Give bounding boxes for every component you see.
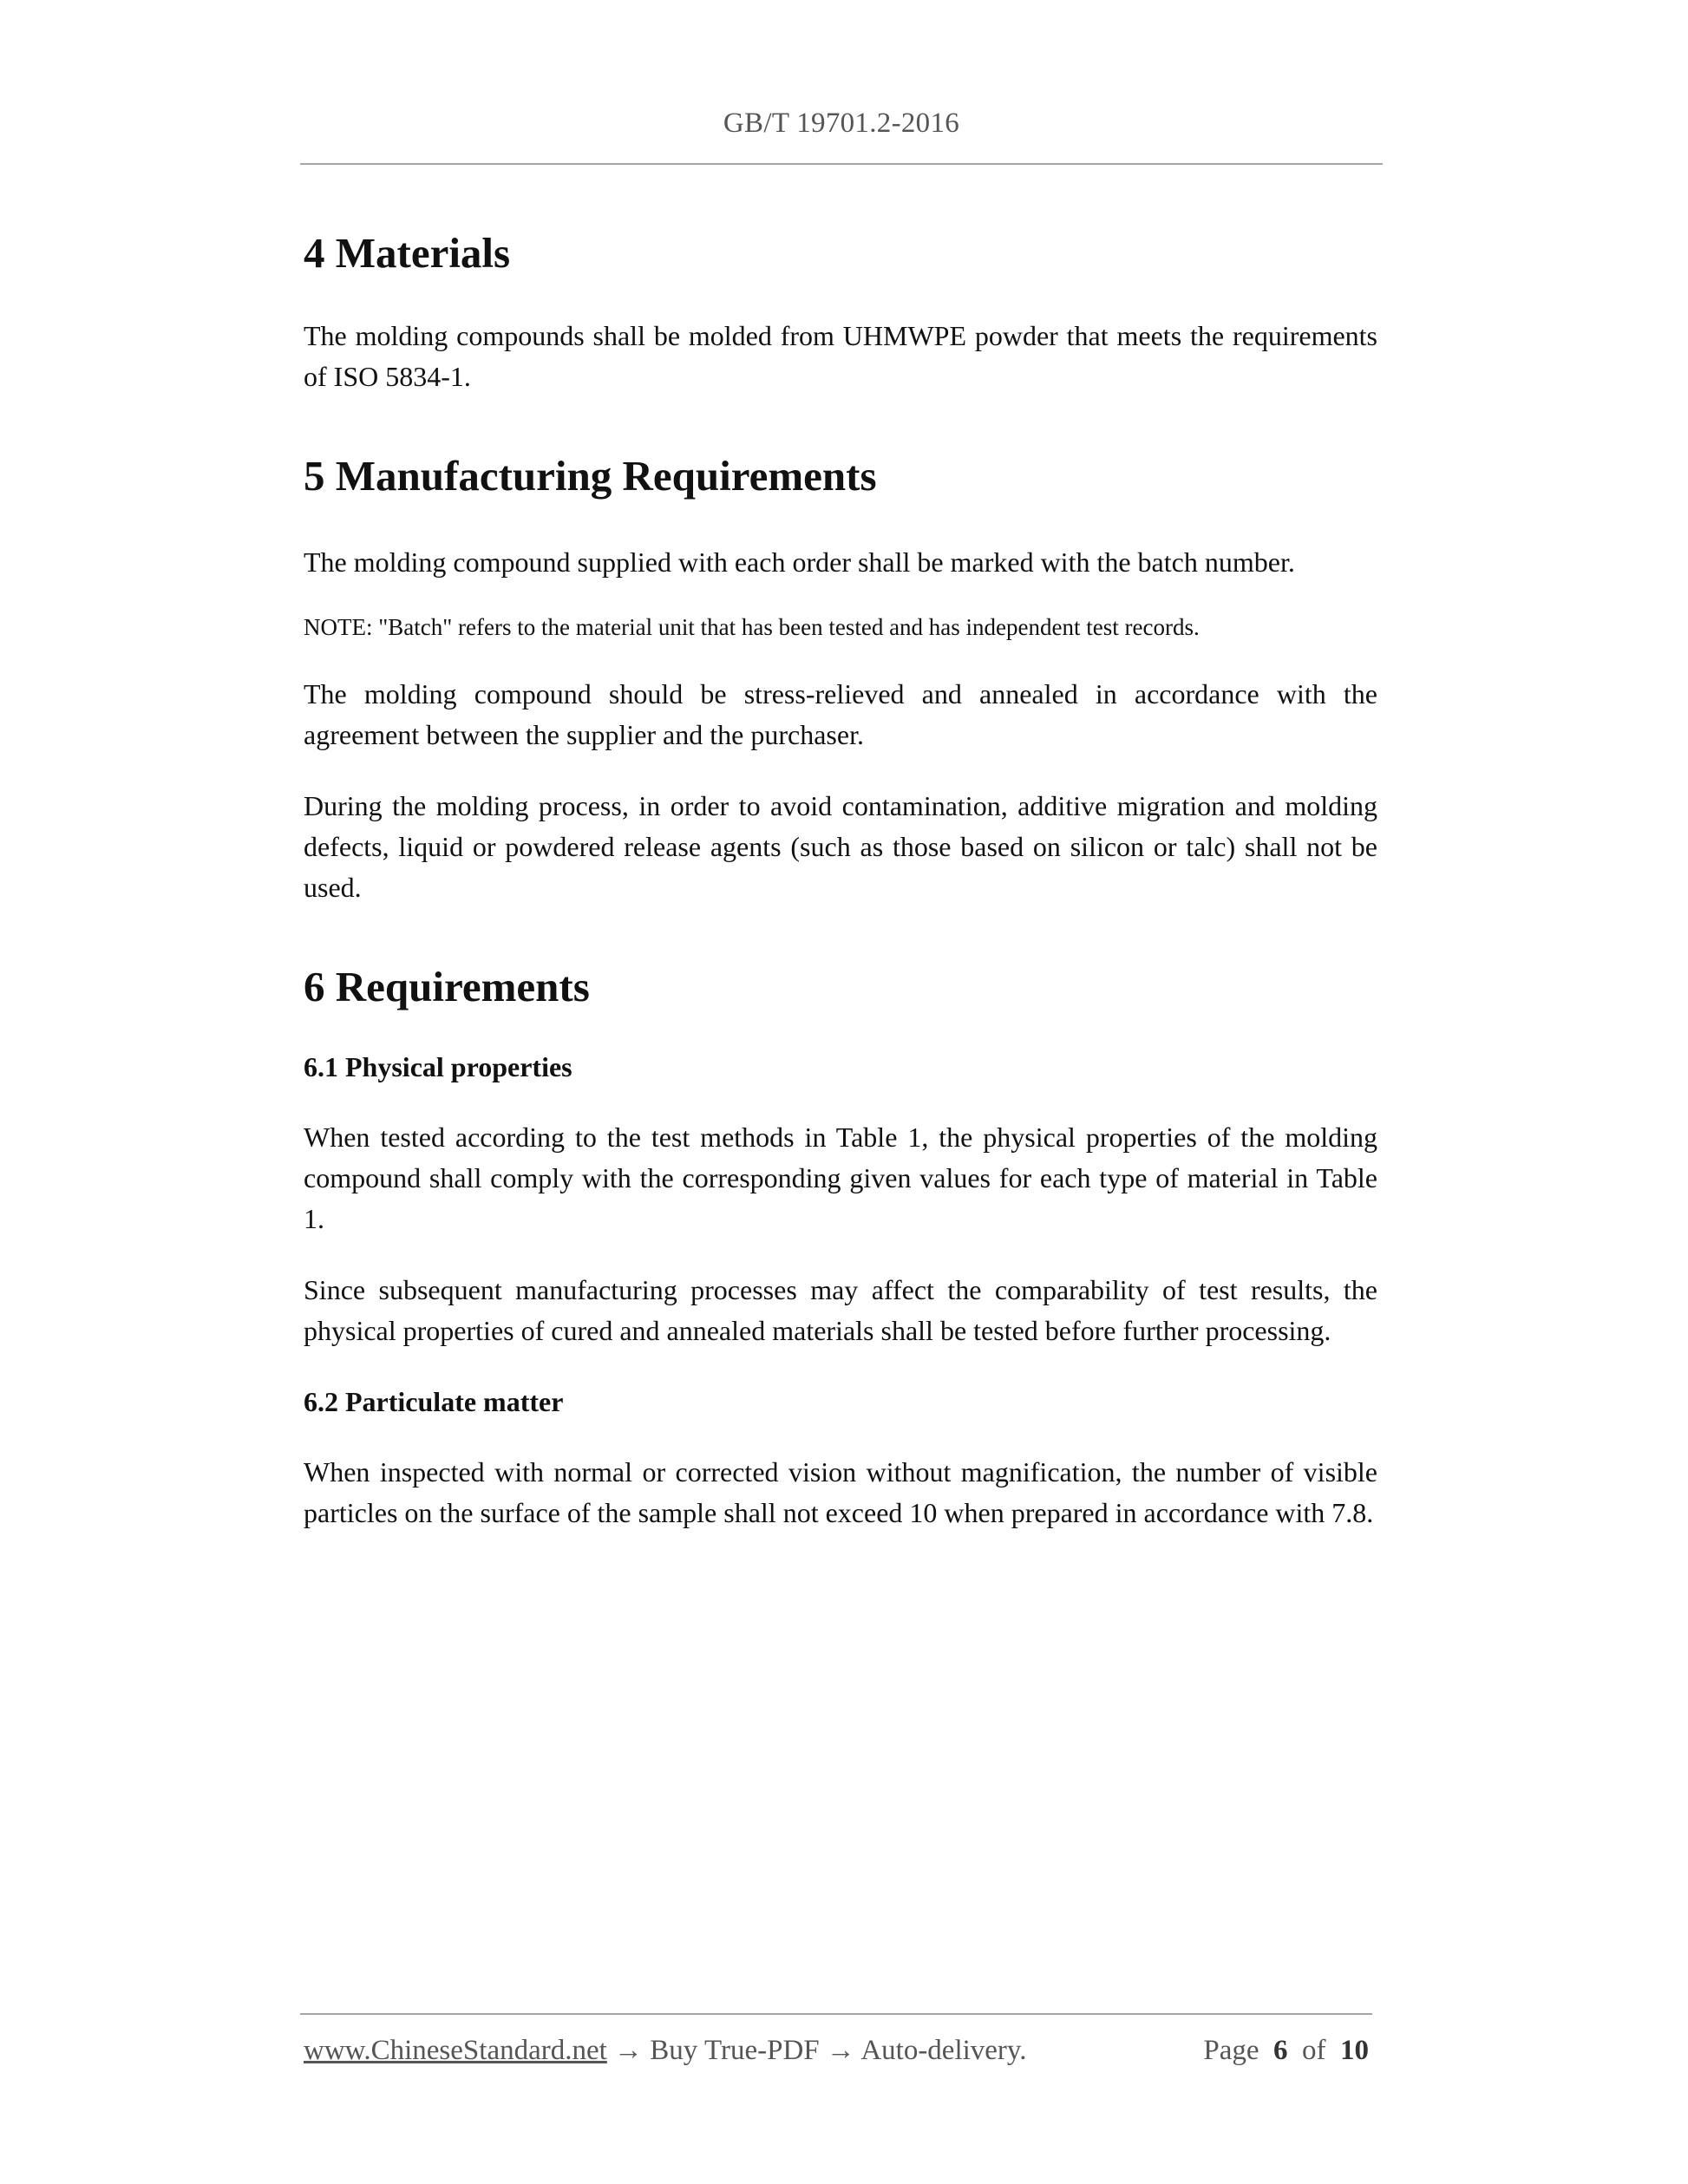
auto-delivery-text: Auto-delivery.: [860, 2035, 1027, 2066]
section-6-heading: 6 Requirements: [304, 963, 590, 1010]
section-6-1-paragraph-2: Since subsequent manufacturing processes may affect the comparability of test results, the physical properties of cured and annealed materials shall be tested before further processing.: [304, 1274, 1377, 1346]
section-5-paragraph-3: During the molding process, in order to avoid contamination, additive migration and molding defects, liquid or powdered release agents (such as those based on silicon or talc) shall not be used.: [304, 790, 1377, 903]
section-5-heading: 5 Manufacturing Requirements: [304, 452, 877, 500]
section-4-paragraph-1: The molding compounds shall be molded from UHMWPE powder that meets the requirements of ISO 5834-1.: [304, 320, 1377, 392]
section-6-1-paragraph-1: When tested according to the test methods in Table 1, the physical properties of the molding compound shall comply with the corresponding given values for each type of material in Table 1.: [304, 1121, 1377, 1234]
page-number: [1203, 2031, 1369, 2070]
footer-promo: [304, 2031, 1027, 2070]
arrow-right-icon: →: [614, 2035, 644, 2066]
arrow-right-icon: →: [826, 2035, 855, 2066]
header-divider: [300, 163, 1383, 165]
section-6-2-heading: 6.2 Particulate matter: [304, 1386, 564, 1417]
footer-divider: [300, 2013, 1372, 2015]
section-6-2-paragraph-1: When inspected with normal or corrected vision without magnification, the number of visible particles on the surface of the sample shall not exceed 10 when prepared in accordance with 7.8.: [304, 1456, 1377, 1528]
section-5-paragraph-1: The molding compound supplied with each order shall be marked with the batch number.: [304, 546, 1295, 578]
section-6-1-heading: 6.1 Physical properties: [304, 1051, 572, 1082]
section-4-heading: 4 Materials: [304, 229, 511, 277]
page-total: 10: [1340, 2035, 1369, 2066]
website-link[interactable]: www.ChineseStandard.net: [304, 2035, 607, 2066]
section-5-note: NOTE: "Batch" refers to the material unit that has been tested and has independent test records.: [304, 614, 1200, 640]
section-5-paragraph-2: The molding compound should be stress-relieved and annealed in accordance with the agreement between the supplier and the purchaser.: [304, 678, 1377, 750]
page-current: 6: [1273, 2035, 1288, 2066]
document-body: [304, 224, 1377, 1533]
of-label: of: [1302, 2035, 1326, 2066]
page-label: Page: [1203, 2035, 1259, 2066]
buy-true-pdf-text: Buy True-PDF: [650, 2035, 820, 2066]
running-header: GB/T 19701.2-2016: [723, 108, 960, 139]
